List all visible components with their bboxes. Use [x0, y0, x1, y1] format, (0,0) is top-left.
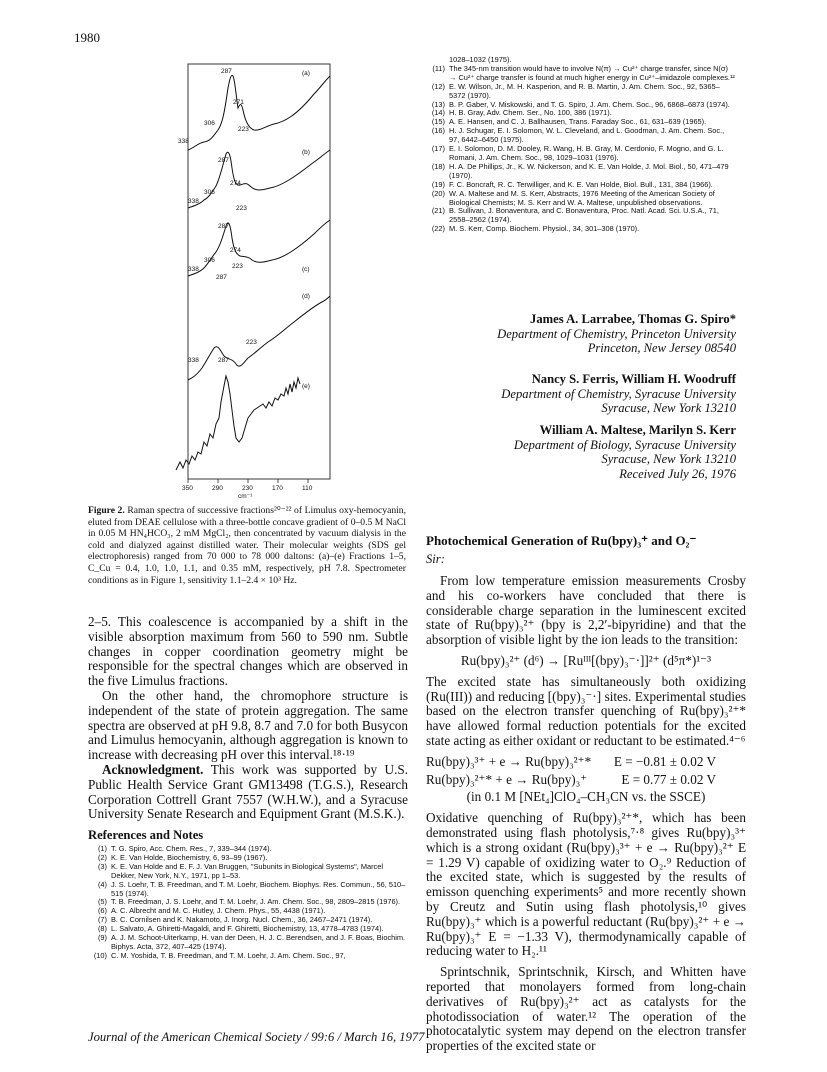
- author-names: Nancy S. Ferris, William H. Woodruff: [531, 372, 736, 386]
- acknowledgment: [88, 763, 408, 822]
- reference-text: B. C. Cornilsen and K. Nakamoto, J. Inorg. Nucl. Chem., 36, 2467–2471 (1974).: [111, 915, 373, 925]
- equation: Ru(bpy)₃²⁺* + e → Ru(bpy)₃⁺: [426, 771, 588, 787]
- x-axis-unit: cm⁻¹: [238, 493, 253, 498]
- equation: Ru(bpy)₃³⁺ + e → Ru(bpy)₃²⁺*: [426, 753, 592, 769]
- affiliation: Princeton, New Jersey 08540: [587, 341, 736, 356]
- paragraph: 2–5. This coalescence is accompanied by a shift in the visible absorption maximum from 560 to 590 nm. Subtle changes in copper coordination geometry might be responsible for the spectral changes which are observed in the five Limulus fractions.: [88, 614, 408, 689]
- reference-item: [426, 225, 736, 234]
- x-tick-label: 350: [182, 485, 193, 492]
- left-column-body: [88, 615, 408, 822]
- equation-row: [426, 755, 746, 770]
- peak-label: 306: [204, 189, 215, 196]
- reference-item: [426, 65, 736, 83]
- reference-text: E. W. Wilson, Jr., M. H. Kasperion, and R. B. Martin, J. Am. Chem. Soc., 92, 5365–5372 (1970).: [449, 81, 720, 100]
- figure-caption: [88, 505, 406, 586]
- raman-spectra-figure: [174, 58, 346, 498]
- figure-caption-label: Figure 2.: [88, 505, 125, 516]
- reference-item: [88, 952, 406, 961]
- spectrum-d-trace: [188, 296, 330, 380]
- reference-number: (9): [97, 933, 107, 943]
- reference-number: (1): [97, 844, 107, 853]
- author-names: James A. Larrabee, Thomas G. Spiro*: [530, 312, 736, 326]
- reference-item: [426, 127, 736, 145]
- reference-text: T. B. Freedman, J. S. Loehr, and T. M. Loehr, J. Am. Chem. Soc., 98, 2809–2815 (1976).: [111, 897, 401, 907]
- author-block-1: [497, 312, 736, 356]
- peak-label: 274: [230, 180, 241, 187]
- reference-text: L. Salvato, A. Ghiretti-Magaldi, and F. Ghiretti, Biochemistry, 13, 4778–4783 (1974).: [111, 924, 384, 934]
- peak-label: 306: [204, 257, 215, 264]
- x-tick-label: 110: [302, 485, 313, 492]
- peak-label: 306: [204, 120, 215, 127]
- reference-text: A. J. M. Schoot-Uiterkamp, H. van der Deen, H. J. C. Berendsen, and J. F. Boas, Biochim. Biphys. Acta, 372, 407–425 (1974).: [111, 933, 406, 951]
- references-heading: References and Notes: [88, 828, 204, 842]
- equation-row: [426, 773, 746, 788]
- peak-label: 223: [232, 263, 243, 270]
- reference-text: A. C. Albrecht and M. C. Hutley, J. Chem. Phys., 55, 4438 (1971).: [111, 906, 326, 916]
- reference-item: [426, 190, 736, 208]
- reference-number: (20): [431, 188, 445, 198]
- paragraph: On the other hand, the chromophore structure is independent of the state of protein aggregation. The same spectra are observed at pH 9.8, 8.7 and 7.0 for both Busycon and Limulus hemocyanin, although aggregation is known to increase with decreasing pH over this interval.¹⁸·¹⁹: [88, 687, 408, 763]
- paragraph: Sprintschnik, Sprintschnik, Kirsch, and Whitten have reported that monolayers formed from long-chain derivatives of Ru(bpy)₃²⁺ act as catalysts for the photodissociation of water.¹² The operation of the photocatalytic system may depend on the electron transfer properties of the excited state or: [426, 964, 746, 1054]
- spectrum-a-label: (a): [302, 70, 310, 77]
- reference-number: (14): [431, 108, 445, 118]
- equation-conditions: (in 0.1 M [NEt₄]ClO₄–CH₃CN vs. the SSCE): [466, 789, 706, 805]
- salutation: Sir:: [426, 552, 445, 566]
- peak-label: 287: [218, 357, 229, 364]
- right-column-body: [426, 574, 746, 1060]
- reference-item: [88, 881, 406, 899]
- references-right: [426, 56, 736, 234]
- reference-text: B. Sullivan, J. Bonaventura, and C. Bonaventura, Proc. Natl. Acad. Sci. U.S.A., 71, 2558–2562 (1974).: [449, 206, 719, 225]
- acknowledgment-text: This work was supported by U.S. Public Health Service Grant GM13498 (T.G.S.), Research Corporation Cottrell Grant 7557 (W.H.W.), and a Syracuse University Senate Research and Equipment Grant (M.S.K.).: [88, 761, 408, 822]
- reference-item: [426, 207, 736, 225]
- peak-label: 223: [238, 126, 249, 133]
- reference-text: H. B. Gray, Adv. Chem. Ser., No. 100, 386 (1971).: [449, 108, 612, 118]
- peak-label: 287: [216, 274, 227, 281]
- reference-number: (15): [431, 117, 445, 127]
- paragraph: From low temperature emission measurements Crosby and his co-workers have concluded that there is considerable charge separation in the luminescent excited state of Ru(bpy)₃²⁺ (bpy is 2,2′-bipyridine) and that the absorption of visible light by the ion leads to the transition:: [426, 573, 746, 648]
- affiliation: Department of Biology, Syracuse University: [513, 437, 736, 452]
- reference-item: [426, 83, 736, 101]
- reference-text: J. S. Loehr, T. B. Freedman, and T. M. Loehr, Biochem. Biophys. Res. Commun., 56, 510–515 (1974).: [111, 879, 406, 898]
- spectrum-e-label: (e): [302, 383, 310, 390]
- reference-text: C. M. Yoshida, T. B. Freedman, and T. M. Loehr, J. Am. Chem. Soc., 97,: [111, 950, 346, 960]
- affiliation: Syracuse, New York 13210: [601, 452, 736, 467]
- spectrum-d-label: (d): [302, 293, 310, 300]
- reference-number: (16): [431, 126, 445, 136]
- reference-text: H. J. Schugar, E. I. Solomon, W. L. Cleveland, and L. Goodman, J. Am. Chem. Soc., 97, 6442–6450 (1975).: [449, 126, 725, 145]
- peak-label: 338: [178, 138, 189, 145]
- affiliation: Syracuse, New York 13210: [601, 401, 736, 416]
- reference-number: (18): [431, 161, 445, 171]
- reference-text: The 345-nm transition would have to involve N(π) → Cu²⁺ charge transfer, since N(σ) → Cu²⁺ charge transfer is found at much higher energy in Cu²⁺–imidazole complexes.¹²: [449, 63, 735, 82]
- reference-number: (5): [97, 897, 107, 907]
- references-left: [88, 845, 406, 961]
- peak-label: 274: [230, 247, 241, 254]
- peak-label: 338: [188, 266, 199, 273]
- reference-number: (7): [97, 915, 107, 925]
- peak-label: 271: [233, 99, 244, 106]
- spectrum-b-trace: [188, 150, 330, 208]
- page-number: 1980: [74, 30, 100, 45]
- peak-label: 287: [221, 68, 232, 75]
- reference-item: [88, 863, 406, 881]
- reference-number: (4): [97, 879, 107, 889]
- affiliation: Department of Chemistry, Princeton University: [497, 326, 736, 341]
- reference-text: E. I. Solomon, D. M. Dooley, R. Wang, H. B. Gray, M. Cerdonio, F. Mogno, and G. L. Romani, J. Am. Chem. Soc., 98, 1029–1031 (1976).: [449, 144, 724, 162]
- reference-number: (21): [431, 206, 445, 216]
- received-date: Received July 26, 1976: [619, 466, 736, 481]
- reference-text: F. C. Boncraft, R. C. Terwilliger, and K. E. Van Holde, Biol. Bull., 131, 384 (1966).: [449, 179, 713, 189]
- peak-label: 287: [218, 157, 229, 164]
- spectrum-b-label: (b): [302, 149, 310, 156]
- x-tick-label: 230: [242, 485, 253, 492]
- reference-item: [426, 163, 736, 181]
- reference-text: 1028–1032 (1975).: [449, 55, 512, 64]
- reference-text: K. E. Van Holde and E. F. J. Van Bruggen, "Subunits in Biological Systems", Marcel Dekker, New York, N.Y., 1971, pp 1–53.: [111, 861, 383, 880]
- figure-caption-text: Raman spectra of successive fractions²⁰⁻²² of Limulus oxy-hemocyanin, eluted from DEAE cellulose with a three-bottle concave gradient of 0–0.5 M NaCl in 0.05 M HN₄HCO₃, 2 mM MgCl₂, then concentrated by vacuum dialysis in the cold and dialyzed against distilled water. Their molecular weights (SDS gel electrophoresis) ranged from 70 000 to 78 000 daltons: (a)–(e) Fractions 1–5, C_Cu = 0.4, 1.0, 1.0, 1.1, and 0.35 mM, respectively, pH 7.8. Spectrometer conditions as in Figure 1, sensitivity 1.1–2.4 × 10³ Hz.: [88, 505, 406, 586]
- equation-potential: E = 0.77 ± 0.02 V: [621, 771, 716, 787]
- reference-number: (3): [97, 861, 107, 871]
- paragraph: The excited state has simultaneously both oxidizing (Ru(III)) and reducing [(bpy)₃⁻·] sites. Experimental studies based on the electron transfer quenching of Ru(bpy)₃²⁺* have allowed formal reduction potentials for the excited state acting as either oxidant or reductant to be estimated.⁴⁻⁶: [426, 673, 746, 748]
- reference-text: H. A. De Phillips, Jr., K. W. Nickerson, and K. E. Van Holde, J. Mol. Biol., 50, 471–479 (1970).: [449, 161, 729, 180]
- acknowledgment-label: Acknowledgment.: [102, 761, 204, 777]
- reference-text: T. G. Spiro, Acc. Chem. Res., 7, 339–344 (1974).: [111, 844, 272, 853]
- reference-number: (12): [431, 81, 445, 91]
- peak-label: 287: [218, 223, 229, 230]
- reference-number: (10): [93, 950, 107, 960]
- reference-number: (17): [431, 144, 445, 154]
- reference-number: (19): [431, 179, 445, 189]
- reference-number: (13): [431, 99, 445, 109]
- spectrum-a-trace: [188, 76, 330, 151]
- author-block-2: [501, 372, 736, 416]
- equation-potential: E = −0.81 ± 0.02 V: [613, 753, 716, 769]
- reference-text: K. E. Van Holde, Biochemistry, 6, 93–99 (1967).: [111, 852, 268, 862]
- reference-number: (2): [97, 852, 107, 862]
- reference-text: M. S. Kerr, Comp. Biochem. Physiol., 34, 301–308 (1970).: [449, 224, 640, 234]
- reference-text: A. E. Hansen, and C. J. Ballhausen, Trans. Faraday Soc., 61, 631–639 (1965).: [449, 117, 707, 127]
- peak-label: 223: [246, 339, 257, 346]
- reference-item: [88, 934, 406, 952]
- reference-number: (22): [431, 224, 445, 234]
- x-tick-label: 290: [212, 485, 223, 492]
- reference-number: (11): [432, 63, 445, 73]
- journal-footer: Journal of the American Chemical Society / 99:6 / March 16, 1977: [88, 1030, 425, 1044]
- article-title: Photochemical Generation of Ru(bpy)₃⁺ and O₂⁻: [426, 533, 697, 548]
- peak-label: 223: [236, 205, 247, 212]
- peak-label: 338: [188, 357, 199, 364]
- raman-spectra-plot: [174, 58, 346, 498]
- peak-label: 338: [188, 198, 199, 205]
- reference-number: (8): [97, 924, 107, 934]
- equation: Ru(bpy)₃²⁺ (d⁶) → [Ruᴵᴵᴵ[(bpy)₃⁻·]]²⁺ (d⁵π*)¹⁻³: [460, 652, 712, 668]
- author-names: William A. Maltese, Marilyn S. Kerr: [539, 423, 736, 437]
- reference-text: B. P. Gaber, V. Miskowski, and T. G. Spiro, J. Am. Chem. Soc., 96, 6868–6873 (1974).: [449, 99, 730, 109]
- paragraph: Oxidative quenching of Ru(bpy)₃²⁺*, which has been demonstrated using flash photolysis,⁷·⁸ gives Ru(bpy)₃³⁺ which is a strong oxidant (Ru(bpy)₃³⁺ + e → Ru(bpy)₃²⁺ E = 1.29 V) capable of oxidizing water to O₂.⁹ Reduction of the excited state, which is suggested by the results of emisson quenching experiments⁵ and more recently shown by Creutz and Sutin using flash photolysis,¹⁰ gives Ru(bpy)₃⁺ which is a powerful reductant (Ru(bpy)₃²⁺ + e → Ru(bpy)₃⁺ E = −1.33 V), thermodynamically capable of reducing water to H₂.¹¹: [426, 810, 746, 959]
- reference-text: W. A. Maltese and M. S. Kerr, Abstracts, 1976 Meeting of the American Society of Biological Chemists; M. S. Kerr and W. A. Maltese, unpublished observations.: [449, 188, 715, 207]
- x-tick-label: 170: [272, 485, 283, 492]
- author-block-3: [514, 423, 736, 481]
- affiliation: Department of Chemistry, Syracuse University: [501, 386, 736, 401]
- spectrum-c-label: (c): [302, 266, 310, 273]
- reference-item: [426, 145, 736, 163]
- spectrum-e-trace: [176, 376, 300, 470]
- reference-number: (6): [97, 906, 107, 916]
